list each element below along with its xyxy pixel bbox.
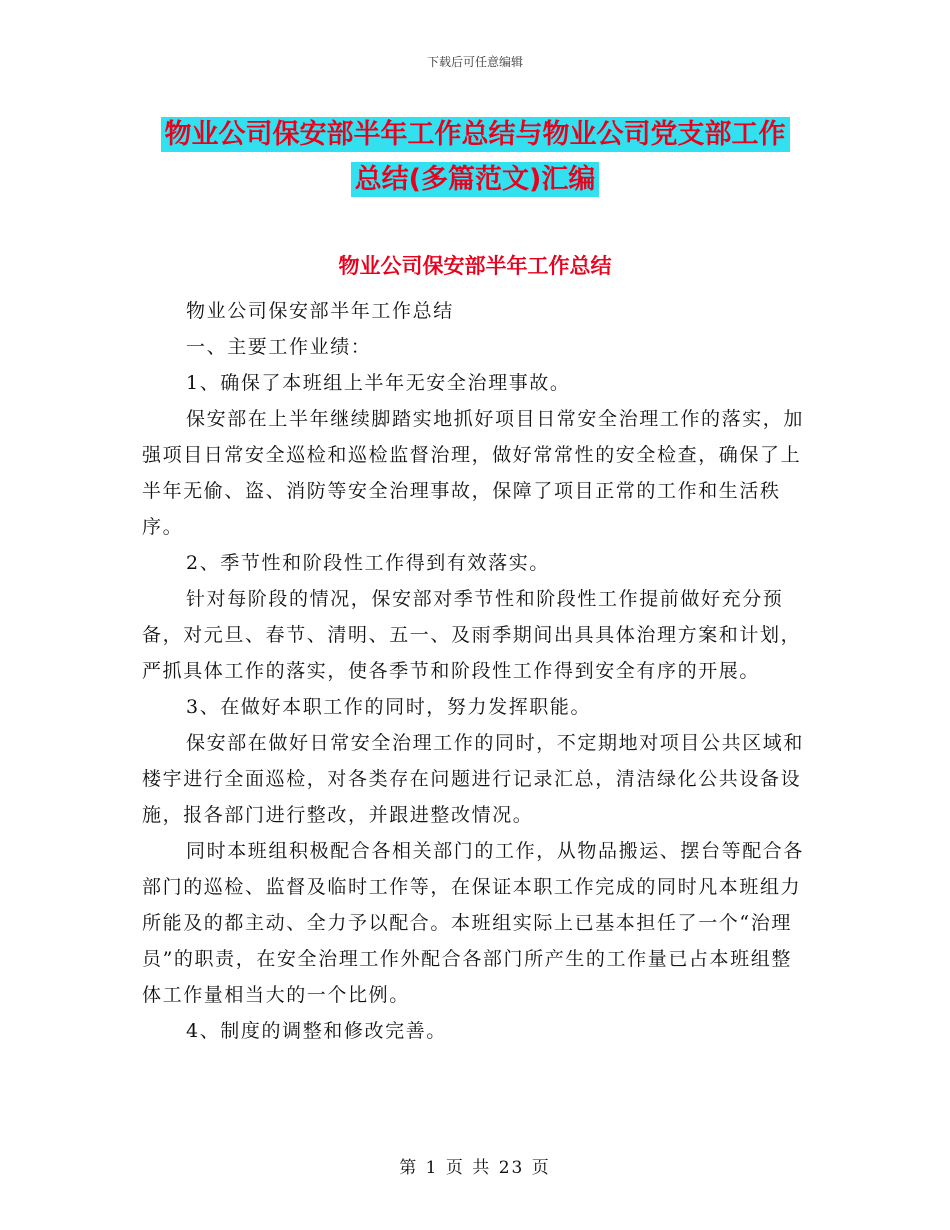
paragraph: 针对每阶段的情况，保安部对季节性和阶段性工作提前做好充分预备，对元旦、春节、清明、五一、及雨季期间出具具体治理方案和计划，严抓具体工作的落实，使各季节和阶段性工作得到安全有序的开展。 <box>142 588 802 682</box>
document-title-line-2: 总结(多篇范文)汇编 <box>0 157 950 196</box>
paragraph: 一、主要工作业绩： <box>186 336 372 358</box>
paragraph: 1、确保了本班组上半年无安全治理事故。 <box>186 372 571 394</box>
paragraph: 同时本班组积极配合各相关部门的工作，从物品搬运、摆台等配合各部门的巡检、监督及临时工作等，在保证本职工作完成的同时凡本班组力所能及的都主动、全力予以配合。本班组实际上已基本担任了一个“治理员”的职责，在安全治理工作外配合各部门所产生的工作量已占本班组整体工作量相当大的一个比例。 <box>142 840 805 1006</box>
paragraph: 3、在做好本职工作的同时，努力发挥职能。 <box>186 696 592 718</box>
header-note: 下载后可任意编辑 <box>426 55 523 69</box>
paragraph: 保安部在上半年继续脚踏实地抓好项目日常安全治理工作的落实，加强项目日常安全巡检和巡检监督治理，做好常常性的安全检查，确保了上半年无偷、盗、消防等安全治理事故，保障了项目正常的工作和生活秩序。 <box>142 408 805 538</box>
paragraph: 物业公司保安部半年工作总结 <box>186 300 454 322</box>
paragraph: 保安部在做好日常安全治理工作的同时，不定期地对项目公共区域和楼宇进行全面巡检，对各类存在问题进行记录汇总，清洁绿化公共设备设施，报各部门进行整改，并跟进整改情况。 <box>142 732 805 826</box>
section-heading: 物业公司保安部半年工作总结 <box>338 254 612 278</box>
paragraph: 4、制度的调整和修改完善。 <box>186 1020 447 1042</box>
document-title-line-1: 物业公司保安部半年工作总结与物业公司党支部工作 <box>0 112 950 151</box>
document-body <box>142 293 812 1049</box>
page-footer: 第 1 页 共 23 页 <box>399 1158 551 1178</box>
paragraph: 2、季节性和阶段性工作得到有效落实。 <box>186 552 550 574</box>
